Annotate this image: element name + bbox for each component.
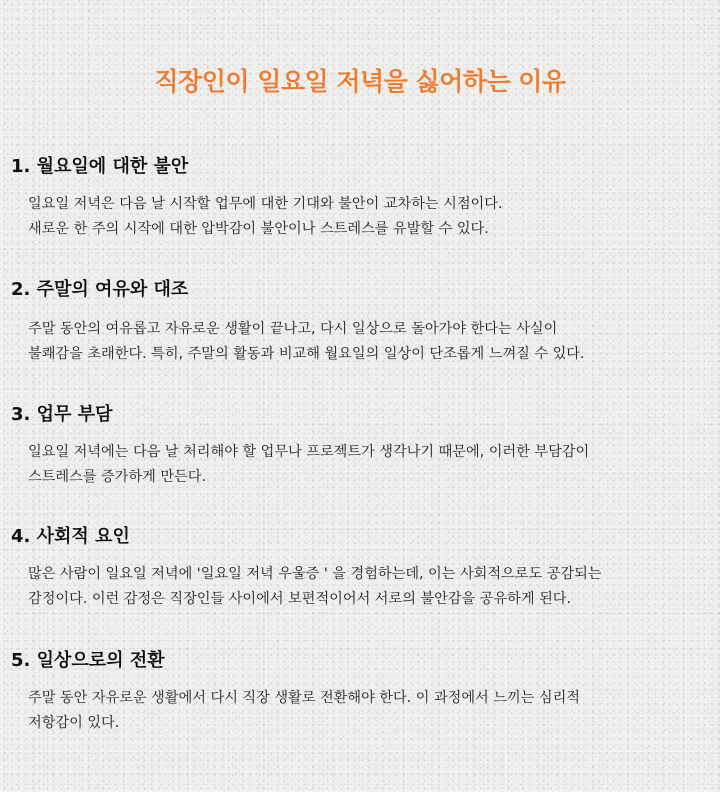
paragraph-line: 주말 동안 자유로운 생활에서 다시 직장 생활로 전환해야 한다. 이 과정에서 느끼는 심리적: [28, 690, 581, 706]
section-heading-4: 4. 사회적 요인: [11, 526, 130, 547]
section-paragraph-3: [28, 440, 708, 490]
paragraph-line: 일요일 저녁에는 다음 날 처리해야 할 업무나 프로젝트가 생각나기 때문에, 이러한 부담감이: [28, 444, 590, 460]
section-paragraph-2: [28, 317, 708, 367]
paragraph-line: 주말 동안의 여유롭고 자유로운 생활이 끝나고, 다시 일상으로 돌아가야 한다는 사실이: [28, 321, 558, 337]
paragraph-line: 저항감이 있다.: [28, 715, 120, 731]
section-paragraph-4: [28, 562, 708, 612]
paragraph-line: 많은 사람이 일요일 저녁에 '일요일 저녁 우울증 ' 을 경험하는데, 이는 사회적으로도 공감되는: [28, 566, 602, 582]
section-paragraph-5: [28, 686, 708, 736]
section-heading-5: 5. 일상으로의 전환: [11, 650, 165, 671]
section-heading-2: 2. 주말의 여유와 대조: [11, 279, 189, 300]
paragraph-line: 일요일 저녁은 다음 날 시작할 업무에 대한 기대와 불안이 교차하는 시점이다.: [28, 196, 503, 212]
page-title: 직장인이 일요일 저녁을 싫어하는 이유: [154, 67, 566, 96]
section-heading-1: 1. 월요일에 대한 불안: [11, 156, 189, 177]
paragraph-line: 불쾌감을 초래한다. 특히, 주말의 활동과 비교해 월요일의 일상이 단조롭게 느껴질 수 있다.: [28, 346, 585, 362]
paragraph-line: 감정이다. 이런 감정은 직장인들 사이에서 보편적이어서 서로의 불안감을 공유하게 된다.: [28, 591, 571, 607]
paragraph-line: 스트레스를 증가하게 만든다.: [28, 469, 206, 485]
section-paragraph-1: [28, 192, 708, 242]
paragraph-line: 새로운 한 주의 시작에 대한 압박감이 불안이나 스트레스를 유발할 수 있다.: [28, 221, 489, 237]
section-heading-3: 3. 업무 부담: [11, 404, 113, 425]
